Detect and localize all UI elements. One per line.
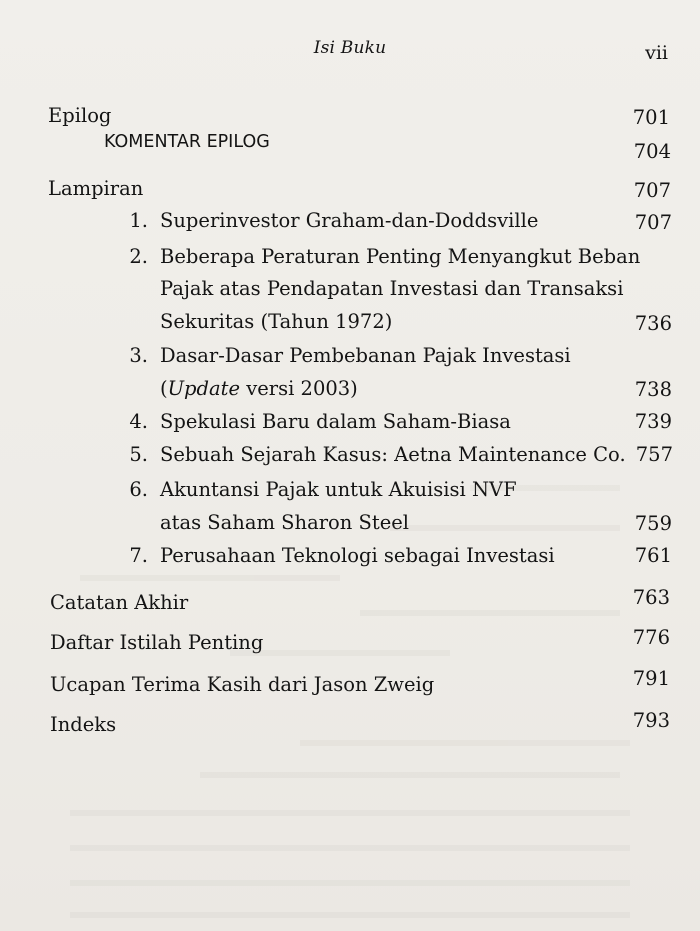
appendix-page: 761 [634,544,672,567]
appendix-page: 736 [634,312,672,335]
appendix-title-line: Akuntansi Pajak untuk Akuisisi NVF [160,478,517,501]
toc-entry-lampiran: Lampiran [48,177,144,200]
toc-entry-indeks: Indeks [50,713,117,736]
toc-page-komentar-epilog: 704 [633,140,671,163]
appendix-title-line: Perusahaan Teknologi sebagai Investasi [160,544,555,567]
toc-page-ucapan: 791 [632,667,670,690]
appendix-title-line: Pajak atas Pendapatan Investasi dan Transaksi [160,277,624,300]
appendix-title-line [160,373,358,405]
appendix-number: 6. [129,478,148,501]
appendix-number: 7. [129,544,148,567]
appendix-title-line: Superinvestor Graham-dan-Doddsville [160,209,539,232]
appendix-title-line: atas Saham Sharon Steel [160,511,410,534]
toc-entry-komentar-epilog: KOMENTAR EPILOG [104,132,270,152]
toc-page-catatan-akhir: 763 [632,586,670,609]
appendix-title-line: Beberapa Peraturan Penting Menyangkut Beban [160,245,641,268]
toc-page-indeks: 793 [632,709,670,732]
appendix-number: 2. [129,245,148,268]
appendix-page: 759 [634,512,672,535]
running-head: Isi Buku [313,38,387,58]
appendix-page: 757 [635,443,673,466]
version-text: versi 2003) [240,377,358,400]
toc-page-lampiran: 707 [633,179,671,202]
toc-entry-ucapan: Ucapan Terima Kasih dari Jason Zweig [50,673,435,696]
toc-entry-epilog: Epilog [48,104,112,127]
appendix-page: 707 [634,211,672,234]
appendix-page: 739 [634,410,672,433]
toc-entry-catatan-akhir: Catatan Akhir [50,591,189,614]
toc-page-epilog: 701 [632,106,670,129]
appendix-title-line: Spekulasi Baru dalam Saham-Biasa [160,410,511,433]
appendix-number: 4. [129,410,148,433]
toc-page-daftar-istilah: 776 [632,626,670,649]
appendix-title-line: Sebuah Sejarah Kasus: Aetna Maintenance Co. [160,443,626,466]
appendix-title-line: Sekuritas (Tahun 1972) [160,310,393,333]
paren-open: ( [160,377,168,400]
appendix-page: 738 [634,378,672,401]
appendix-number: 5. [129,443,148,466]
appendix-title-line: Dasar-Dasar Pembebanan Pajak Investasi [160,344,571,367]
page-number: vii [645,42,668,64]
appendix-number: 3. [129,344,148,367]
update-italic: Update [167,377,241,400]
appendix-number: 1. [129,209,148,232]
toc-entry-daftar-istilah: Daftar Istilah Penting [50,631,264,654]
